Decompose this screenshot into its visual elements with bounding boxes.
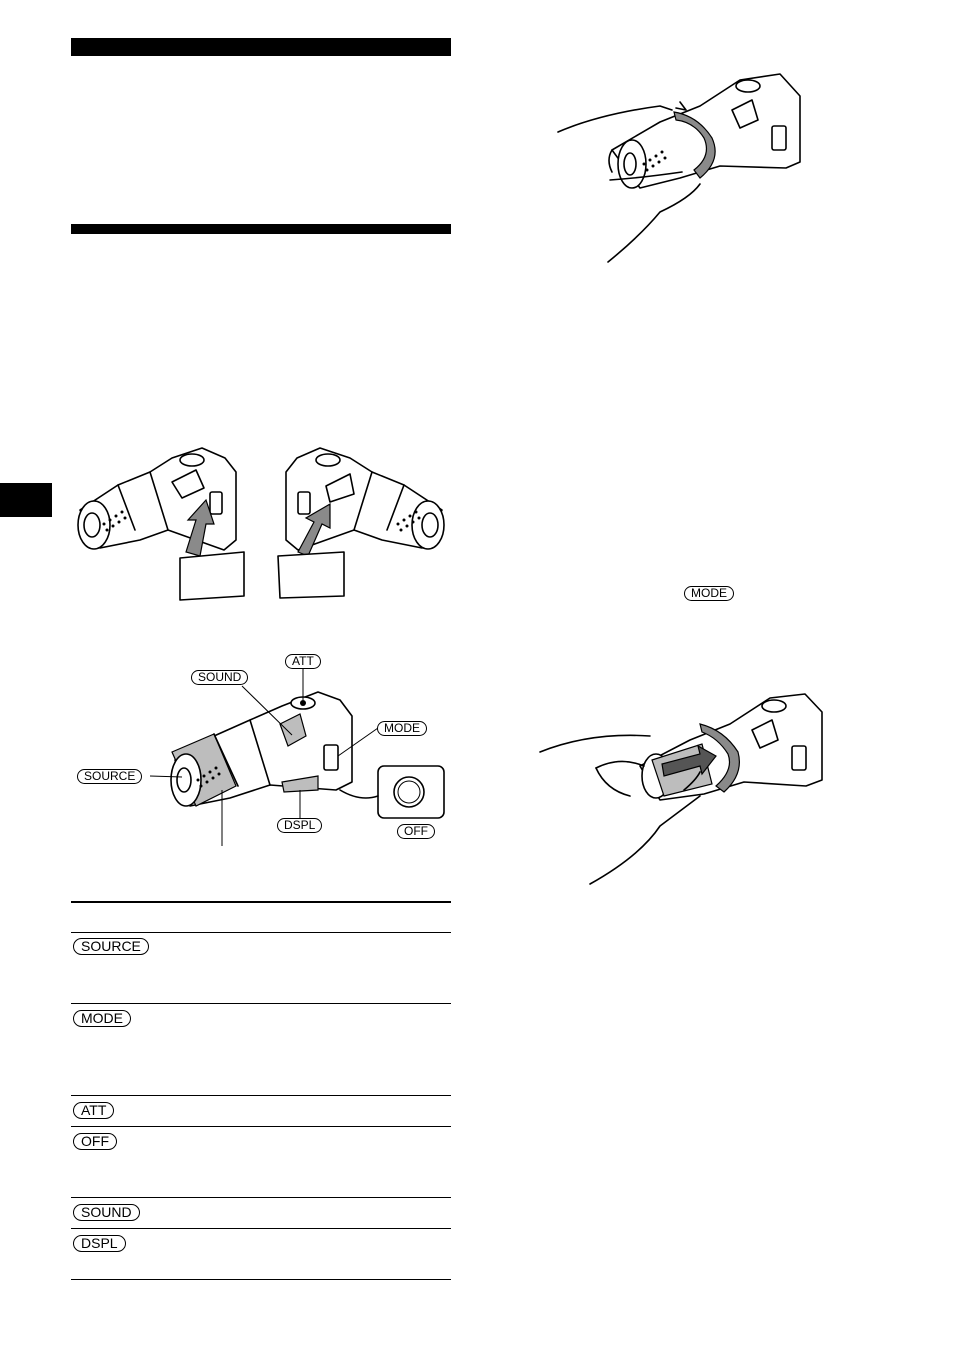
mode-label: MODE bbox=[377, 721, 427, 736]
source-label: SOURCE bbox=[77, 769, 142, 784]
off-label: OFF bbox=[397, 824, 435, 839]
table-rule-4 bbox=[71, 1126, 451, 1127]
table-bottom-rule bbox=[71, 1279, 451, 1280]
table-rule-3 bbox=[71, 1095, 451, 1096]
att-label: ATT bbox=[285, 654, 321, 669]
table-rule-5 bbox=[71, 1197, 451, 1198]
table-row-mode-key: MODE bbox=[73, 1010, 131, 1027]
mode-inline-label: MODE bbox=[684, 586, 734, 601]
table-row-sound-key: SOUND bbox=[73, 1204, 140, 1221]
table-rule-2 bbox=[71, 1003, 451, 1004]
table-row-att-key: ATT bbox=[73, 1102, 114, 1119]
table-rule-6 bbox=[71, 1228, 451, 1229]
table-row-dspl-key: DSPL bbox=[73, 1235, 126, 1252]
dspl-label: DSPL bbox=[277, 818, 322, 833]
table-top-rule bbox=[71, 901, 451, 903]
table-rule-1 bbox=[71, 932, 451, 933]
table-row-source-key: SOURCE bbox=[73, 938, 149, 955]
table-row-off-key: OFF bbox=[73, 1133, 117, 1150]
sound-label: SOUND bbox=[191, 670, 248, 685]
